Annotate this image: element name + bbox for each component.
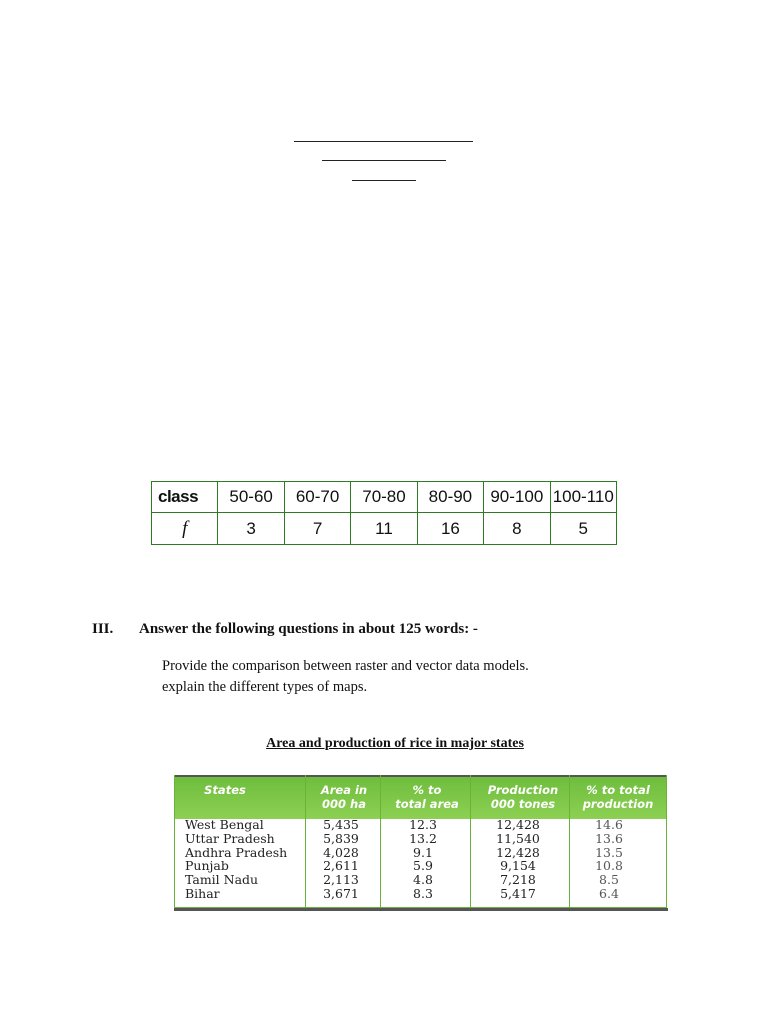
- section-number: III.: [92, 621, 114, 637]
- header-area-line2: 000 ha: [322, 797, 366, 811]
- blank-line-3: [352, 180, 416, 181]
- table-bottom-border: [174, 908, 668, 911]
- header-pct-production: [570, 783, 666, 811]
- frequency-cell: 8: [484, 513, 550, 545]
- area-value: 4,028: [323, 844, 359, 860]
- state-name: West Bengal: [185, 817, 264, 832]
- frequency-header: f: [152, 513, 218, 545]
- header-area: [303, 783, 385, 811]
- production-value: 7,218: [500, 872, 536, 888]
- rice-table: [174, 775, 667, 911]
- frequency-row: [152, 513, 617, 545]
- class-row: [152, 482, 617, 513]
- area-value: 2,611: [323, 858, 359, 874]
- pct-area-column: [391, 818, 455, 901]
- rice-table-header: [175, 775, 666, 819]
- column-divider: [569, 775, 570, 911]
- header-pct-production-line1: % to total: [586, 783, 650, 797]
- header-pct-area: [382, 783, 472, 811]
- area-value: 2,113: [323, 872, 359, 888]
- state-name: Tamil Nadu: [185, 872, 259, 888]
- column-divider: [305, 775, 306, 911]
- area-value: 5,839: [323, 830, 359, 846]
- class-cell: 80-90: [417, 482, 483, 513]
- class-cell: 90-100: [484, 482, 550, 513]
- production-value: 12,428: [496, 844, 540, 860]
- pct-production-value: 8.5: [599, 872, 619, 888]
- question-2: explain the different types of maps.: [162, 679, 368, 695]
- header-production: [475, 783, 571, 811]
- production-value: 5,417: [500, 885, 536, 901]
- production-value: 11,540: [496, 830, 540, 846]
- state-name: Punjab: [185, 858, 229, 874]
- question-1: Provide the comparison between raster and vector data models.: [162, 658, 529, 674]
- area-column: [309, 818, 373, 901]
- header-production-line1: Production: [487, 783, 559, 797]
- pct-area-value: 12.3: [409, 817, 437, 832]
- class-cell: 70-80: [351, 482, 417, 513]
- production-column: [488, 818, 548, 901]
- header-states: [183, 783, 267, 797]
- states-column: [185, 818, 287, 901]
- header-area-line1: Area in: [320, 783, 368, 797]
- header-pct-production-line2: production: [582, 797, 654, 811]
- pct-area-value: 9.1: [413, 844, 433, 860]
- pct-area-value: 5.9: [413, 858, 433, 874]
- pct-area-value: 4.8: [413, 872, 433, 888]
- state-name: Uttar Pradesh: [185, 830, 275, 846]
- frequency-cell: 3: [218, 513, 284, 545]
- rice-table-title: Area and production of rice in major states: [266, 736, 524, 751]
- class-cell: 100-110: [550, 482, 616, 513]
- pct-production-value: 14.6: [595, 817, 623, 832]
- pct-production-value: 6.4: [599, 885, 619, 901]
- header-states-line1: States: [204, 783, 246, 797]
- blank-line-2: [322, 160, 446, 161]
- frequency-cell: 16: [417, 513, 483, 545]
- state-name: Andhra Pradesh: [185, 844, 288, 860]
- frequency-cell: 11: [351, 513, 417, 545]
- area-value: 5,435: [323, 817, 359, 832]
- pct-area-value: 13.2: [409, 830, 437, 846]
- header-pct-area-line2: total area: [395, 797, 459, 811]
- frequency-cell: 7: [284, 513, 350, 545]
- column-divider: [380, 775, 381, 911]
- state-name: Bihar: [185, 885, 220, 901]
- class-header: class: [152, 482, 218, 513]
- section-instruction: Answer the following questions in about 125 words: -: [139, 621, 478, 637]
- frequency-cell: 5: [550, 513, 616, 545]
- pct-production-value: 13.5: [595, 844, 623, 860]
- production-value: 9,154: [500, 858, 536, 874]
- pct-production-value: 13.6: [595, 830, 623, 846]
- class-cell: 60-70: [284, 482, 350, 513]
- area-value: 3,671: [323, 885, 359, 901]
- class-cell: 50-60: [218, 482, 284, 513]
- pct-production-value: 10.8: [595, 858, 623, 874]
- column-divider: [470, 775, 471, 911]
- frequency-table: [151, 481, 617, 545]
- pct-area-value: 8.3: [413, 885, 433, 901]
- production-value: 12,428: [496, 817, 540, 832]
- header-pct-area-line1: % to: [412, 783, 442, 797]
- blank-line-1: [294, 141, 473, 142]
- header-production-line2: 000 tones: [490, 797, 556, 811]
- pct-production-column: [577, 818, 641, 901]
